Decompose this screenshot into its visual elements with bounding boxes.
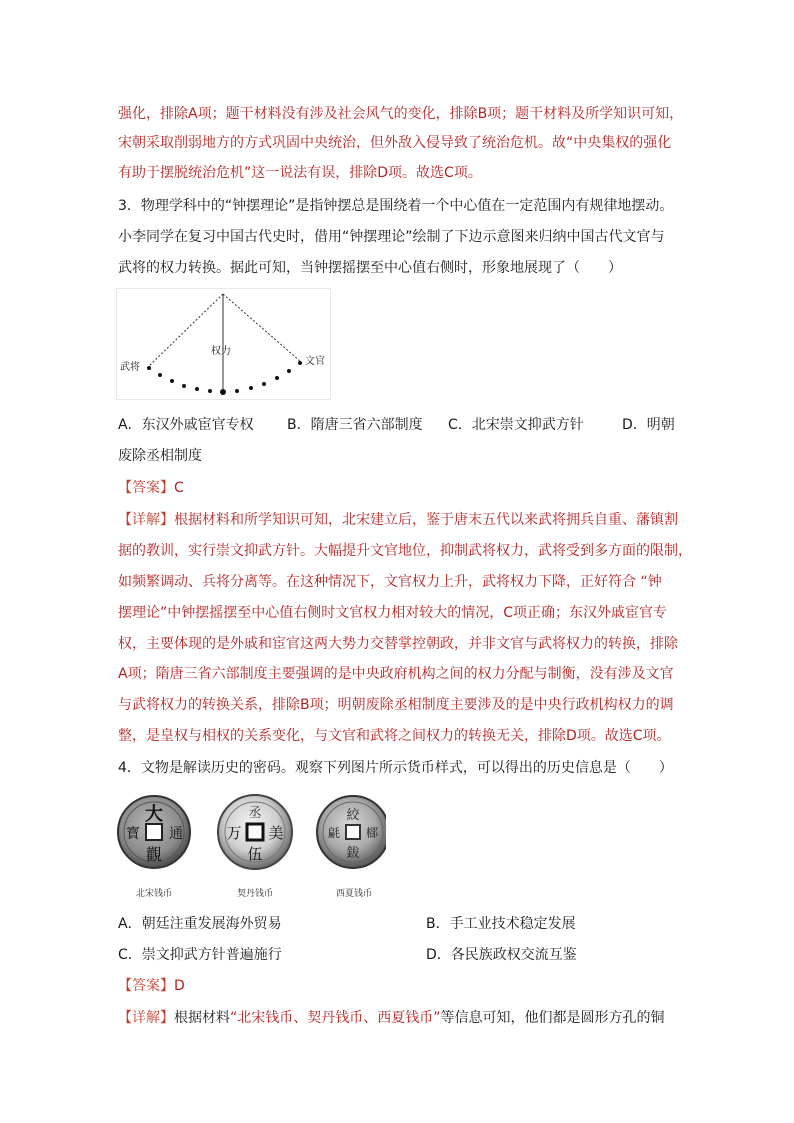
coin-hole xyxy=(146,824,162,840)
label-power: 权力 xyxy=(211,346,231,357)
q4-explain-line-1 xyxy=(118,1008,665,1028)
coin-khitan xyxy=(218,795,292,869)
q3-stem-line-1: 3．物理学科中的“钟摆理论”是指钟摆总是围绕着一个中心值在一定范围内有规律地摆动。 xyxy=(118,198,674,214)
arc-dot xyxy=(249,386,253,390)
explain-text: 等信息可知，他们都是圆形方孔的铜 xyxy=(440,1010,665,1026)
coin-hole xyxy=(247,824,263,840)
q4-option-b: B．手工业技术稳定发展 xyxy=(426,916,576,932)
arc-dot xyxy=(298,361,302,365)
pendulum-diagram xyxy=(116,288,331,400)
explain-tag: 【详解】 xyxy=(118,512,174,528)
coin-hole xyxy=(346,825,360,839)
coin-glyph: 万 xyxy=(226,824,242,842)
arc-dot xyxy=(287,369,291,373)
coin-glyph: 大 xyxy=(145,804,163,825)
coin-glyph: 觀 xyxy=(145,845,163,864)
coin-glyph: 㲢 xyxy=(327,826,341,840)
explain-text: 根据材料和所学知识可知，北宋建立后，鉴于唐末五代以来武将拥兵自重、藩镇割 xyxy=(174,512,678,528)
arc-dot-center xyxy=(220,389,226,395)
coin-glyph: 伍 xyxy=(247,845,263,863)
prev-explanation-text: 宋朝采取削弱地方的方式巩固中央统治，但外敌入侵导致了统治危机。故 xyxy=(118,135,566,151)
q3-explain-line-8: 整，是皇权与相权的关系变化，与文官和武将之间权力的转换无关，排除D项。故选C项。 xyxy=(118,728,671,744)
q3-explain-line-2: 据的教训，实行崇文抑武方针。大幅提升文官地位，抑制武将权力，武将受到多方面的限制， xyxy=(118,543,692,559)
arc-dot xyxy=(235,389,239,393)
q3-option-c: C．北宋崇文抑武方针 xyxy=(448,417,584,433)
coin-glyph: 㮝 xyxy=(365,826,379,840)
prev-explanation-line-2 xyxy=(118,133,671,153)
coin-northern-song xyxy=(118,796,190,868)
answer-value: D xyxy=(174,978,185,994)
q4-answer xyxy=(118,976,185,996)
arc-dot xyxy=(182,384,186,388)
q3-stem-line-3: 武将的权力转换。据此可知，当钟摆摇摆至中心值右侧时，形象地展现了（ ） xyxy=(118,260,622,276)
coin-glyph: 絞 xyxy=(346,808,360,823)
q3-answer xyxy=(118,478,184,498)
label-military-general: 武将 xyxy=(120,362,140,373)
answer-tag: 【答案】 xyxy=(118,978,174,994)
q4-stem: 4．文物是解读历史的密码。观察下列图片所示货币样式，可以得出的历史信息是（ ） xyxy=(118,760,673,776)
arc-dot xyxy=(170,379,174,383)
q3-explain-line-4: 摆理论”中钟摆摇摆至中心值右侧时文官权力相对较大的情况，C项正确；东汉外戚宦官专 xyxy=(118,605,668,621)
coin-caption-northern-song: 北宋钱币 xyxy=(136,889,173,899)
q3-explain-line-5: 权，主要体现的是外戚和宦官这两大势力交替掌控朝政，并非文官与武将权力的转换，排除 xyxy=(118,636,678,652)
coin-caption-western-xia: 西夏钱币 xyxy=(336,889,373,899)
q3-explain-line-1 xyxy=(118,510,678,530)
q3-option-d: D．明朝 xyxy=(622,417,675,433)
prev-explanation-conclusion: 这一说法有误，排除D项。故选C项。 xyxy=(251,165,482,181)
explain-option-ref: A项 xyxy=(118,666,142,682)
arc-dot xyxy=(275,376,279,380)
coin-glyph: 通 xyxy=(169,826,183,842)
q3-option-a: A．东汉外戚宦官专权 xyxy=(118,417,254,433)
q4-option-a: A．朝廷注重发展海外贸易 xyxy=(118,916,282,932)
arc-dot xyxy=(208,389,212,393)
coin-glyph: 丞 xyxy=(248,806,262,821)
explain-quote: “北宋钱币、契丹钱币、西夏钱币” xyxy=(230,1010,441,1026)
coin-caption-khitan: 契丹钱币 xyxy=(237,889,274,899)
prev-explanation-line-3 xyxy=(118,163,482,183)
arc-dot xyxy=(147,366,151,370)
arc-dot xyxy=(262,382,266,386)
q4-option-c: C．崇文抑武方针普遍施行 xyxy=(118,947,282,963)
q3-option-d-continued: 废除丞相制度 xyxy=(118,448,202,464)
prev-explanation-quote-end: 有助于摆脱统治危机” xyxy=(118,165,252,181)
explain-text: ；隋唐三省六部制度主要强调的是中央政府机构之间的权力分配与制衡，没有涉及文官 xyxy=(141,666,674,682)
answer-tag: 【答案】 xyxy=(118,480,174,496)
q3-explain-line-6 xyxy=(118,664,674,684)
answer-value: C xyxy=(174,480,184,496)
coin-western-xia xyxy=(317,796,386,868)
label-civil-official: 文官 xyxy=(305,356,325,367)
prev-explanation-quote: “中央集权的强化 xyxy=(566,135,672,151)
explain-text: 根据材料 xyxy=(174,1010,230,1026)
q4-option-d: D．各民族政权交流互鉴 xyxy=(426,947,577,963)
arc-dot xyxy=(195,387,199,391)
q3-stem-line-2: 小李同学在复习中国古代史时，借用“钟摆理论”绘制了下边示意图来归纳中国古代文官与 xyxy=(118,229,665,245)
q3-explain-line-7: 与武将权力的转换关系，排除B项；明朝废除丞相制度主要涉及的是中央行政机构权力的调 xyxy=(118,697,674,713)
coin-glyph: 美 xyxy=(268,824,284,842)
explain-tag: 【详解】 xyxy=(118,1010,174,1026)
coin-glyph: 寳 xyxy=(126,826,140,842)
prev-explanation-line-1: 强化，排除A项；题干材料没有涉及社会风气的变化，排除B项；题干材料及所学知识可知， xyxy=(118,106,684,122)
q3-explain-line-3: 如频繁调动、兵将分离等。在这种情况下，文官权力上升，武将权力下降，正好符合 “钟 xyxy=(118,574,662,590)
coin-glyph: 鈸 xyxy=(346,846,360,861)
q3-option-b: B．隋唐三省六部制度 xyxy=(287,417,423,433)
arc-dot xyxy=(158,373,162,377)
